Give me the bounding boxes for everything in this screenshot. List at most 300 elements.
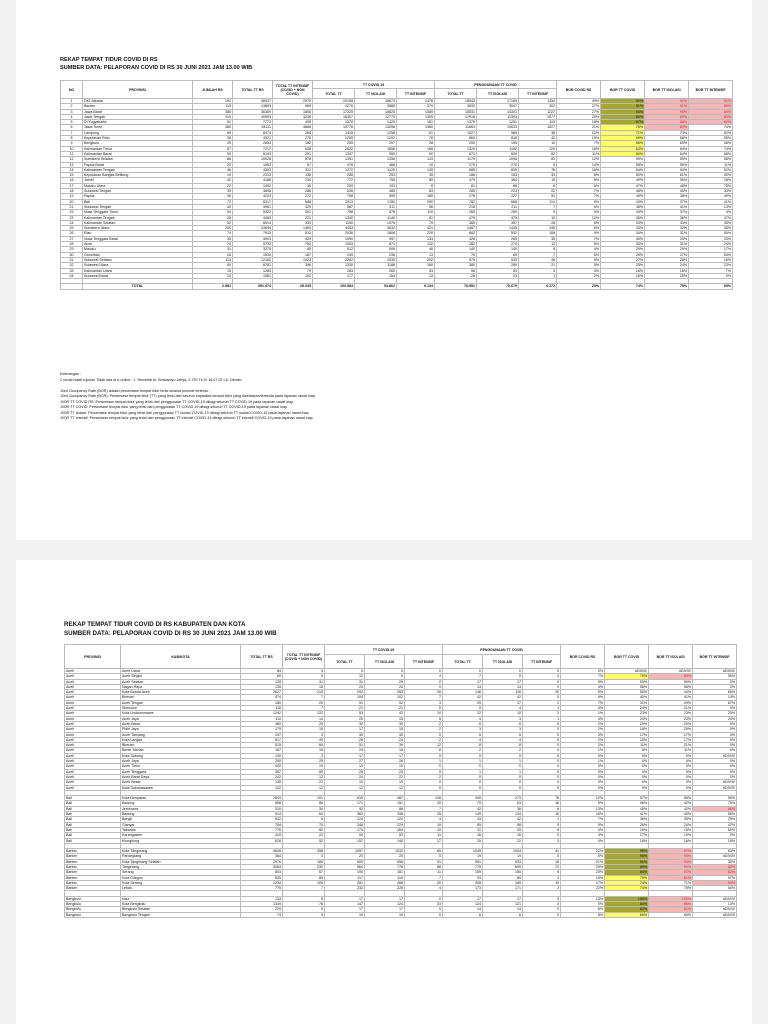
- table-cell: Kepulauan Bangka Belitung: [83, 173, 193, 178]
- table-cell: 75%: [693, 801, 737, 806]
- table-cell: 8: [519, 247, 557, 252]
- table-cell: 25: [405, 812, 443, 817]
- table-cell: 164: [365, 827, 405, 832]
- table-cell: 89: [483, 875, 523, 880]
- table-cell: Tangerang: [121, 864, 241, 869]
- table-cell: 18: [365, 748, 405, 753]
- table-cell: 13%: [561, 896, 605, 901]
- table-cell: 28: [193, 215, 233, 220]
- table-cell: 17: [365, 896, 405, 901]
- table-cell: 2976: [241, 859, 283, 864]
- table-cell: 72: [523, 864, 561, 869]
- table-cell: 3: [283, 753, 325, 758]
- table-cell: Lebak: [121, 886, 241, 891]
- table-cell: 6%: [557, 183, 601, 188]
- table-cell: 1: [483, 759, 523, 764]
- table-cell: 33%: [689, 189, 733, 194]
- table-cell: 151: [365, 801, 405, 806]
- table-cell: 4453: [313, 226, 355, 231]
- table-cell: 7: [283, 695, 325, 700]
- table-cell: 3961: [233, 204, 273, 209]
- table-cell: 70%: [605, 674, 649, 679]
- table-cell: 2853: [233, 141, 273, 146]
- table-cell: 23%: [605, 711, 649, 716]
- table-cell: Jawa Barat: [83, 109, 193, 114]
- table-cell: Sulawesi Selatan: [83, 257, 193, 262]
- table-cell: 175: [241, 727, 283, 732]
- table-cell: 558: [365, 859, 405, 864]
- table-cell: 20%: [649, 727, 693, 732]
- table-cell: 66%: [601, 141, 645, 146]
- table-cell: 0%: [693, 769, 737, 774]
- table-cell: 36: [483, 806, 523, 811]
- table-cell: Sulawesi Tengah: [83, 204, 193, 209]
- table-cell: 21%: [561, 859, 605, 864]
- table-cell: 0: [523, 727, 561, 732]
- table-cell: 49%: [557, 99, 601, 104]
- table-cell: 1234: [241, 880, 283, 885]
- table-cell: 10: [483, 711, 523, 716]
- table-cell: 36%: [645, 215, 689, 220]
- table-cell: 29%: [601, 247, 645, 252]
- table-cell: 1061: [233, 273, 273, 278]
- table-cell: 7217: [233, 146, 273, 151]
- table-cell: Banten: [65, 870, 121, 875]
- col-jumlah-rs: JUMLAH RS: [193, 81, 233, 99]
- table-cell: 232: [325, 886, 365, 891]
- table-cell: 167: [273, 252, 313, 257]
- table-cell: 60%: [693, 827, 737, 832]
- table-cell: 12%: [557, 215, 601, 220]
- table-cell: 0: [523, 721, 561, 726]
- table-cell: 16%: [557, 167, 601, 172]
- table-cell: 87%: [601, 120, 645, 125]
- table-cell: 20: [283, 700, 325, 705]
- total-cell: 74%: [601, 284, 645, 289]
- table-cell: 5733: [233, 242, 273, 247]
- table-cell: 6: [483, 721, 523, 726]
- table-cell: 3238: [273, 114, 313, 119]
- table-cell: 85%: [689, 104, 733, 109]
- col-group-tt-covid: TT COVID-19: [313, 81, 435, 89]
- total-cell: 2.981: [193, 284, 233, 289]
- table-cell: Jawa Tengah: [83, 114, 193, 119]
- table-cell: 9%: [561, 902, 605, 907]
- total-cell: 9.134: [397, 284, 435, 289]
- table-cell: 0%: [605, 764, 649, 769]
- table-cell: 1463: [273, 226, 313, 231]
- table-cell: 147: [325, 902, 365, 907]
- table-cell: 30: [405, 690, 443, 695]
- table-cell: 46%: [605, 801, 649, 806]
- table-cell: 19: [61, 194, 83, 199]
- table-cell: 364: [477, 178, 519, 183]
- table-cell: 91%: [645, 104, 689, 109]
- table-cell: 9: [283, 907, 325, 912]
- table-cell: 6: [483, 912, 523, 917]
- col2-group-tt-covid: TT COVID-19: [325, 645, 443, 655]
- table-cell: 42: [519, 136, 557, 141]
- table-cell: 1415: [313, 130, 355, 135]
- table-cell: 3: [443, 727, 483, 732]
- table-cell: 329: [273, 236, 313, 241]
- table-cell: 64%: [645, 146, 689, 151]
- table-cell: 30%: [601, 242, 645, 247]
- table-cell: 0: [443, 669, 483, 674]
- table-cell: Kota Serang: [121, 880, 241, 885]
- table-cell: 3: [61, 109, 83, 114]
- table-cell: 357: [241, 769, 283, 774]
- table-cell: 3: [483, 727, 523, 732]
- table-cell: 12: [405, 743, 443, 748]
- table-cell: 73%: [645, 130, 689, 135]
- table-cell: 609: [477, 167, 519, 172]
- table-cell: 27%: [601, 257, 645, 262]
- table-cell: 86: [365, 806, 405, 811]
- table-cell: 2%: [561, 743, 605, 748]
- table-cell: 128: [405, 796, 443, 801]
- table-cell: 13%: [693, 902, 737, 907]
- table-cell: 23: [477, 273, 519, 278]
- table-cell: 42: [193, 178, 233, 183]
- table-cell: 396: [273, 263, 313, 268]
- table-cell: 100%: [605, 896, 649, 901]
- table-cell: 10: [365, 780, 405, 785]
- table-cell: 82%: [693, 864, 737, 869]
- table-cell: 13: [61, 162, 83, 167]
- table-cell: 6%: [557, 204, 601, 209]
- table-cell: 15531: [435, 109, 477, 114]
- table-cell: 7915: [233, 231, 273, 236]
- table-cell: 30: [283, 806, 325, 811]
- table-cell: 0: [405, 780, 443, 785]
- table-cell: 3: [483, 716, 523, 721]
- table-cell: 5: [61, 120, 83, 125]
- table-cell: 49: [283, 737, 325, 742]
- table-cell: 69%: [645, 141, 689, 146]
- table-cell: Aceh: [65, 711, 121, 716]
- table-cell: 98%: [649, 902, 693, 907]
- table-cell: Sumatera Selatan: [83, 157, 193, 162]
- table-cell: 82%: [689, 120, 733, 125]
- table-cell: 3698: [233, 189, 273, 194]
- table-cell: 2: [61, 104, 83, 109]
- total-cell: 70.679: [477, 284, 519, 289]
- table-cell: 0%: [561, 769, 605, 774]
- table-cell: 4083: [233, 215, 273, 220]
- table-cell: 34%: [601, 231, 645, 236]
- table-cell: 4: [405, 817, 443, 822]
- table-cell: 1780: [355, 199, 397, 204]
- table-cell: 1808: [273, 109, 313, 114]
- table-cell: 88%: [645, 120, 689, 125]
- table-cell: 54: [193, 210, 233, 215]
- table-cell: 11%: [689, 162, 733, 167]
- table-cell: Lampung: [83, 130, 193, 135]
- table-cell: 110: [365, 875, 405, 880]
- table-cell: Karangasem: [121, 833, 241, 838]
- table-cell: 14: [283, 716, 325, 721]
- table-cell: 0%: [693, 679, 737, 684]
- table-cell: 6: [523, 827, 561, 832]
- table-cell: 24: [61, 220, 83, 225]
- table-cell: 19%: [557, 136, 601, 141]
- table-cell: 319: [193, 114, 233, 119]
- page-title: REKAP TEMPAT TIDUR COVID DI RS: [60, 57, 158, 63]
- table-cell: 4%: [561, 716, 605, 721]
- table-cell: 1242: [241, 711, 283, 716]
- table-cell: Bengkulu: [65, 896, 121, 901]
- table-cell: 678: [355, 210, 397, 215]
- table-cell: 1: [523, 716, 561, 721]
- table-cell: 75%: [649, 886, 693, 891]
- table-cell: 668: [477, 199, 519, 204]
- table-cell: 6%: [557, 226, 601, 231]
- table-cell: Aceh: [65, 674, 121, 679]
- table-cell: 58%: [601, 162, 645, 167]
- table-cell: 1258: [355, 157, 397, 162]
- table-cell: 0%: [649, 774, 693, 779]
- table-cell: 91%: [601, 104, 645, 109]
- table-cell: 0: [523, 684, 561, 689]
- table-cell: 260: [355, 268, 397, 273]
- table-cell: 9: [61, 141, 83, 146]
- table-cell: 91: [193, 120, 233, 125]
- table-cell: 255: [313, 141, 355, 146]
- table-cell: #DIV/0!: [605, 669, 649, 674]
- table-cell: 6193: [233, 151, 273, 156]
- table-cell: 380: [193, 125, 233, 130]
- col2-province: PROVINSI: [65, 645, 121, 669]
- table-cell: 21: [325, 706, 365, 711]
- table-cell: 20: [61, 199, 83, 204]
- table-cell: 174: [325, 827, 365, 832]
- table-cell: 8: [397, 183, 435, 188]
- table-cell: 20: [405, 801, 443, 806]
- table-cell: 358: [283, 849, 325, 854]
- table-cell: 421: [397, 226, 435, 231]
- table-cell: 379: [397, 104, 435, 109]
- table-cell: 0%: [649, 753, 693, 758]
- table-cell: 7: [405, 695, 443, 700]
- table-cell: 90: [397, 151, 435, 156]
- table-cell: 186: [435, 173, 477, 178]
- table-cell: 28: [397, 141, 435, 146]
- table-cell: Jembrana: [121, 806, 241, 811]
- table-cell: 5%: [561, 679, 605, 684]
- table-cell: 30%: [645, 236, 689, 241]
- table-cell: 15%: [645, 273, 689, 278]
- table-cell: 15: [283, 727, 325, 732]
- table-cell: 16307: [313, 114, 355, 119]
- table-cell: 84: [241, 669, 283, 674]
- table-cell: 134: [483, 812, 523, 817]
- table-cell: 10: [405, 711, 443, 716]
- table-cell: 15: [193, 268, 233, 273]
- table-cell: 1258: [355, 130, 397, 135]
- table-cell: 95%: [605, 849, 649, 854]
- table-cell: 55%: [605, 679, 649, 684]
- table-cell: 288: [313, 173, 355, 178]
- col-total-tt: TOTAL TT: [313, 89, 355, 99]
- table-cell: 36%: [689, 141, 733, 146]
- table-cell: 166: [397, 146, 435, 151]
- table-cell: Banten: [65, 864, 121, 869]
- total-cell: 6.272: [519, 284, 557, 289]
- table-cell: 282: [435, 242, 477, 247]
- table-cell: 57: [193, 146, 233, 151]
- table-cell: 578: [273, 157, 313, 162]
- table-cell: 20%: [605, 716, 649, 721]
- table-cell: 363: [325, 812, 365, 817]
- table-cell: 43%: [601, 199, 645, 204]
- table-cell: 818: [477, 136, 519, 141]
- table-cell: 16: [283, 748, 325, 753]
- table-cell: 0%: [561, 774, 605, 779]
- table-cell: 1004: [483, 849, 523, 854]
- table-cell: 0%: [693, 732, 737, 737]
- table-cell: 671: [435, 151, 477, 156]
- table-cell: 14: [61, 167, 83, 172]
- table-cell: 283: [313, 268, 355, 273]
- table-cell: 76: [397, 136, 435, 141]
- table-cell: 18%: [689, 178, 733, 183]
- table-cell: 42: [483, 695, 523, 700]
- table-cell: #DIV/0!: [649, 669, 693, 674]
- table-cell: 92%: [645, 99, 689, 104]
- col-tt-intensif: TT INTENSIF: [397, 89, 435, 99]
- table-cell: Pandeglang: [121, 854, 241, 859]
- table-cell: 60%: [605, 912, 649, 917]
- table-cell: 46%: [645, 183, 689, 188]
- table-cell: 20: [365, 854, 405, 859]
- table-cell: 0%: [693, 748, 737, 753]
- table-cell: 31: [193, 247, 233, 252]
- table-cell: Aceh Besar: [121, 780, 241, 785]
- table-cell: 42: [443, 806, 483, 811]
- table-cell: 177: [313, 273, 355, 278]
- table-cell: 3: [283, 732, 325, 737]
- table-cell: 914: [241, 812, 283, 817]
- table-cell: Aceh: [65, 759, 121, 764]
- table-cell: 2: [523, 674, 561, 679]
- table-cell: 12: [283, 785, 325, 790]
- table-cell: 1476: [397, 99, 435, 104]
- table-cell: 0%: [561, 753, 605, 758]
- table-cell: 41%: [689, 199, 733, 204]
- table-cell: 208: [443, 880, 483, 885]
- table-cell: 59%: [645, 157, 689, 162]
- table-cell: 47%: [693, 822, 737, 827]
- table-cell: Banten: [65, 849, 121, 854]
- table-cell: 18%: [557, 146, 601, 151]
- table-cell: 12: [283, 774, 325, 779]
- table-cell: 803: [241, 870, 283, 875]
- table-cell: 6: [443, 721, 483, 726]
- table-cell: 20: [523, 690, 561, 695]
- table-cell: 19%: [649, 833, 693, 838]
- table-cell: Banten: [65, 859, 121, 864]
- col-bor-isolasi: BOR TT ISOLASI: [645, 81, 689, 99]
- table-cell: 163: [273, 273, 313, 278]
- table-cell: 1%: [561, 748, 605, 753]
- table-cell: 171: [325, 801, 365, 806]
- table-cell: 275: [435, 162, 477, 167]
- col2-total-tt-intensif: TOTAL TT INTENSIF (COVID + NON COVID): [283, 645, 325, 669]
- table-cell: 29: [283, 721, 325, 726]
- table-cell: 7: [405, 806, 443, 811]
- table-cell: 0: [523, 748, 561, 753]
- table-cell: 16: [193, 252, 233, 257]
- table-cell: 15: [365, 716, 405, 721]
- table-cell: 13: [397, 273, 435, 278]
- table-cell: 189: [483, 880, 523, 885]
- table-cell: 74: [241, 912, 283, 917]
- table-cell: 68%: [645, 136, 689, 141]
- table-cell: 116: [483, 690, 523, 695]
- table-cell: Maluku Utara: [83, 183, 193, 188]
- table-cell: 105: [283, 880, 325, 885]
- table-cell: 21: [61, 204, 83, 209]
- table-cell: 969: [273, 104, 313, 109]
- table-cell: 14%: [693, 695, 737, 700]
- col-use-tt-intensif: TT INTENSIF: [519, 89, 557, 99]
- table-cell: 13%: [689, 204, 733, 209]
- table-cell: 38: [519, 130, 557, 135]
- table-cell: 90%: [649, 864, 693, 869]
- table-cell: 310: [241, 806, 283, 811]
- table-cell: 579: [435, 257, 477, 262]
- table-cell: 40%: [689, 173, 733, 178]
- table-cell: 30%: [601, 236, 645, 241]
- table-cell: 17: [325, 753, 365, 758]
- table-cell: 2575: [273, 99, 313, 104]
- table-cell: 1330: [313, 263, 355, 268]
- table-cell: 230: [283, 864, 325, 869]
- table-cell: Bali: [65, 796, 121, 801]
- table-cell: 83%: [649, 870, 693, 875]
- table-cell: 33%: [645, 220, 689, 225]
- table-cell: 4%: [561, 833, 605, 838]
- table-cell: Aceh: [65, 679, 121, 684]
- table-cell: Aceh: [65, 748, 121, 753]
- table-cell: 419: [241, 833, 283, 838]
- table-cell: 567: [313, 204, 355, 209]
- table-cell: 2%: [561, 721, 605, 726]
- table-cell: 140: [435, 247, 477, 252]
- table-cell: 62%: [689, 130, 733, 135]
- table-cell: 5%: [561, 690, 605, 695]
- table-cell: Kota Tangerang: [121, 849, 241, 854]
- table-cell: 35%: [689, 220, 733, 225]
- table-cell: 7%: [689, 268, 733, 273]
- table-cell: 20%: [693, 716, 737, 721]
- table-cell: 4%: [689, 210, 733, 215]
- col2-bor-rs: BOR COVID RS: [561, 645, 605, 669]
- table-cell: 11663: [435, 125, 477, 130]
- table-cell: 8474: [233, 130, 273, 135]
- table-cell: 380: [435, 263, 477, 268]
- table-cell: 81%: [649, 875, 693, 880]
- table-cell: 25: [443, 838, 483, 843]
- col2-use-tt-intensif: TT INTENSIF: [523, 655, 561, 669]
- table-cell: 16%: [601, 268, 645, 273]
- table-cell: 2622: [313, 146, 355, 151]
- table-cell: 0: [405, 732, 443, 737]
- table-cell: 80: [193, 130, 233, 135]
- table-cell: Aceh: [65, 743, 121, 748]
- table-cell: 0: [523, 753, 561, 758]
